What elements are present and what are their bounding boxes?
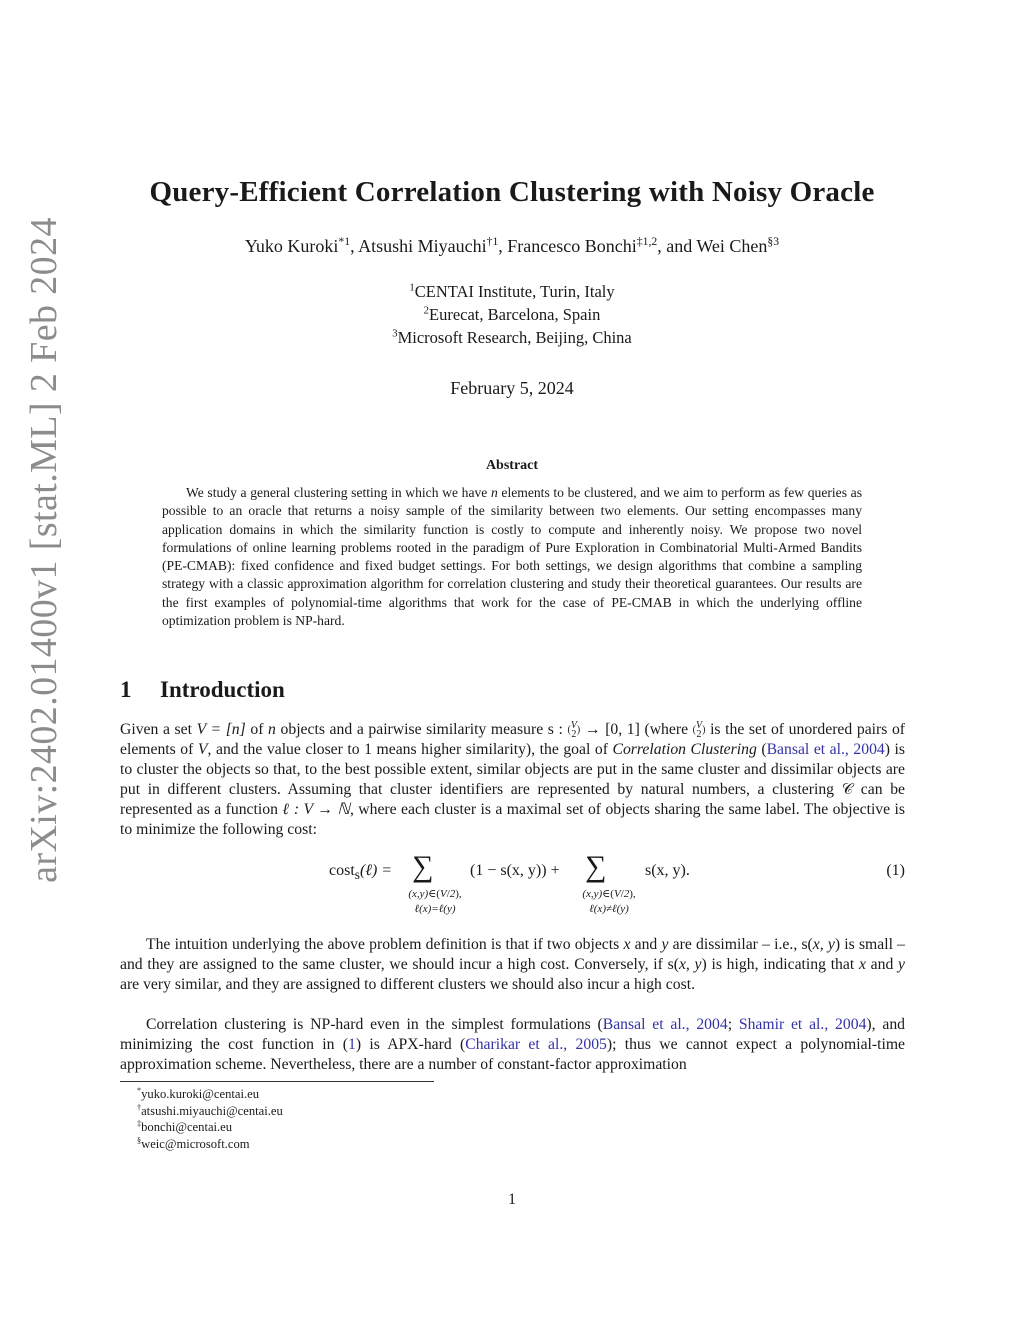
text-fragment: Correlation clustering is NP-hard even in the simplest formulations ( xyxy=(146,1016,603,1033)
cond-binom-bottom: 2 xyxy=(449,888,456,900)
eq-lhs-arg: (ℓ) = xyxy=(359,862,393,879)
text-fragment: , where each cluster is a maximal set of objects sharing the same label. The objective is to minimize the following cost: xyxy=(120,801,906,838)
citation-link[interactable]: Shamir et al., 2004 xyxy=(738,1016,867,1033)
text-fragment: ) is high, indicating that xyxy=(701,956,859,973)
author-name: Atsushi Miyauchi xyxy=(358,236,487,256)
cond-line: ℓ(x)≠ℓ(y) xyxy=(589,903,629,915)
math-inline: x xyxy=(858,956,866,973)
text-fragment: ; xyxy=(727,1016,739,1033)
footnote-mark: § xyxy=(137,1135,142,1145)
citation-link[interactable]: Charikar et al., 2005 xyxy=(465,1036,607,1053)
binom-bottom: 2 xyxy=(571,729,577,741)
math-inline: y xyxy=(898,956,906,973)
math-inline: V = [n] xyxy=(196,721,246,738)
math-inline: V xyxy=(197,741,208,758)
math-n: n xyxy=(490,485,498,500)
affiliation-text: Microsoft Research, Beijing, China xyxy=(397,328,632,347)
text-fragment: are dissimilar – i.e., s( xyxy=(668,936,813,953)
footnote xyxy=(137,1103,283,1120)
text-fragment: ); thus we cannot expect a polynomial-time approximation scheme. Nevertheless, there are a number of constant-factor approximation xyxy=(120,1036,906,1073)
cond-line: (x,y)∈ xyxy=(408,888,437,900)
equation-term: (1 − s(x, y)) + xyxy=(470,862,560,879)
author-list xyxy=(110,236,914,257)
footnote-divider xyxy=(120,1081,434,1082)
affiliation-list xyxy=(110,280,914,349)
section-number: 1 xyxy=(120,677,132,702)
affiliation-number: 3 xyxy=(392,327,398,340)
text-fragment: and xyxy=(865,956,899,973)
author-marks: †1 xyxy=(486,235,499,248)
text-fragment: Given a set xyxy=(120,721,197,738)
arxiv-stamp-text: arXiv:2402.01400v1 [stat.ML] 2 Feb 2024 xyxy=(23,217,66,883)
sum-condition: (x,y)∈(V/2), ℓ(x)=ℓ(y) xyxy=(408,888,462,915)
math-inline: → [0, 1] xyxy=(584,721,640,738)
citation-link[interactable]: Bansal et al., 2004 xyxy=(766,741,885,758)
abstract-fragment: elements to be clustered, and we aim to perform as few queries as possible to an oracle that returns a noisy sample of the similarity between two elements. Our setting encompasses many application domains in which the similarity function is costly to compute and inherently noisy. We propose two novel formulations of online learning problems rooted in the paradigm of Pure Exploration in Combinatorial Multi-Armed Bandits (PE-CMAB): fixed confidence and fixed budget settings. For both settings, we design algorithms that combine a sampling strategy with a classic approximation algorithm for correlation clustering and study their theoretical guarantees. Our results are the first examples of polynomial-time algorithms that work for the case of PE-CMAB in which the underlying offline optimization problem is NP-hard. xyxy=(162,485,862,629)
text-fragment: of xyxy=(245,721,269,738)
section-title: Introduction xyxy=(160,677,285,702)
binom-top: V xyxy=(570,720,577,732)
footnote-mark: † xyxy=(137,1102,142,1112)
affiliation xyxy=(110,303,914,326)
footnote-email: weic@microsoft.com xyxy=(141,1136,250,1151)
footnote-email: yuko.kuroki@centai.eu xyxy=(141,1087,260,1101)
cond-binom-bottom: 2 xyxy=(623,888,630,900)
author-marks: §3 xyxy=(767,235,780,248)
affiliation-text: CENTAI Institute, Turin, Italy xyxy=(414,282,615,301)
text-fragment: ), and minimizing the cost function in ( xyxy=(120,1016,906,1053)
footnote xyxy=(137,1136,283,1153)
text-fragment: ( xyxy=(756,741,767,758)
citation-link[interactable]: Bansal et al., 2004 xyxy=(602,1016,728,1033)
footnote xyxy=(137,1086,283,1103)
text-fragment: is the set of unordered pairs of elements of xyxy=(120,721,906,758)
cond-line: ℓ(x)=ℓ(y) xyxy=(414,903,456,915)
affiliation xyxy=(110,280,914,303)
text-fragment: (where xyxy=(639,721,693,738)
equation-ref-link[interactable]: 1 xyxy=(347,1036,356,1053)
text-fragment: ) is APX-hard ( xyxy=(355,1036,466,1053)
arxiv-stamp xyxy=(4,150,84,950)
publication-date: February 5, 2024 xyxy=(450,378,574,398)
text-fragment: , and the value closer to 1 means higher similarity), the goal of xyxy=(207,741,613,758)
cond-binom-top: V xyxy=(439,888,447,900)
text-fragment: objects and a pairwise similarity measure s : xyxy=(275,721,568,738)
equation-1 xyxy=(120,852,905,922)
equation-term: s(x, y). xyxy=(645,862,690,879)
math-inline: x, y xyxy=(812,936,835,953)
binom-top: V xyxy=(696,720,703,732)
author-marks: ‡1,2 xyxy=(636,235,658,248)
paragraph-intuition xyxy=(120,935,905,995)
footnote-mark: * xyxy=(137,1085,142,1095)
math-inline: 𝒞 xyxy=(841,781,854,798)
sum-condition: (x,y)∈(V/2), ℓ(x)≠ℓ(y) xyxy=(582,888,636,915)
math-inline: n xyxy=(268,721,276,738)
author-marks: *1 xyxy=(338,235,351,248)
binomial: (V 2) xyxy=(692,720,706,741)
emphasis-term: Correlation Clustering xyxy=(612,741,757,758)
equation-number: (1) xyxy=(886,862,905,879)
math-inline: y xyxy=(661,936,669,953)
paragraph-intro xyxy=(120,720,905,840)
paragraph-hardness xyxy=(120,1015,905,1075)
text-fragment: The intuition underlying the above problem definition is that if two objects xyxy=(146,936,624,953)
binom-bottom: 2 xyxy=(696,729,702,741)
binomial: (V 2) xyxy=(567,720,581,741)
math-inline: x xyxy=(623,936,631,953)
affiliation-number: 1 xyxy=(409,281,415,294)
abstract-fragment: We study a general clustering setting in which we have xyxy=(186,485,491,500)
eq-lhs-sub: s xyxy=(354,867,360,883)
abstract-text xyxy=(162,484,862,630)
cond-line: (x,y)∈ xyxy=(582,888,611,900)
author-separator: , xyxy=(498,236,508,256)
text-fragment: ) is small – and they are assigned to the same cluster, we should incur a high cost. Conversely, if s( xyxy=(120,936,905,973)
author-name: Francesco Bonchi xyxy=(507,236,637,256)
math-inline: x, y xyxy=(678,956,702,973)
equation-lhs xyxy=(329,862,392,883)
footnote-email: atsushi.miyauchi@centai.eu xyxy=(141,1103,283,1118)
author-separator: , xyxy=(350,236,359,256)
page-number: 1 xyxy=(508,1191,516,1208)
author-name: Wei Chen xyxy=(696,236,768,256)
footnote xyxy=(137,1119,283,1136)
text-fragment: are very similar, and they are assigned to different clusters we should also incur a high cost. xyxy=(120,976,695,993)
text-fragment: ) is to cluster the objects so that, to the best possible extent, similar objects are put in the same cluster and dissimilar objects are put in different clusters. Assuming that cluster identifiers are represented by natural numbers, a clustering xyxy=(120,741,906,798)
text-fragment: and xyxy=(630,936,662,953)
footnote-email: bonchi@centai.eu xyxy=(141,1120,233,1135)
abstract-heading: Abstract xyxy=(485,458,539,473)
paper-title: Query-Efficient Correlation Clustering with Noisy Oracle xyxy=(149,176,875,208)
section-heading xyxy=(120,677,285,703)
footnote-mark: ‡ xyxy=(137,1119,142,1128)
cond-binom-top: V xyxy=(613,888,621,900)
author-separator: , and xyxy=(657,236,697,256)
math-inline: ℓ : V → ℕ xyxy=(282,801,350,818)
affiliation-number: 2 xyxy=(423,304,429,317)
text-fragment: can be represented as a function xyxy=(120,781,905,818)
footnotes xyxy=(137,1086,283,1152)
summation-symbol: ∑ xyxy=(412,850,434,883)
eq-lhs: cost xyxy=(329,862,355,879)
author-name: Yuko Kuroki xyxy=(244,236,339,256)
summation-symbol: ∑ xyxy=(585,850,607,883)
affiliation xyxy=(110,326,914,349)
affiliation-text: Eurecat, Barcelona, Spain xyxy=(429,305,601,324)
